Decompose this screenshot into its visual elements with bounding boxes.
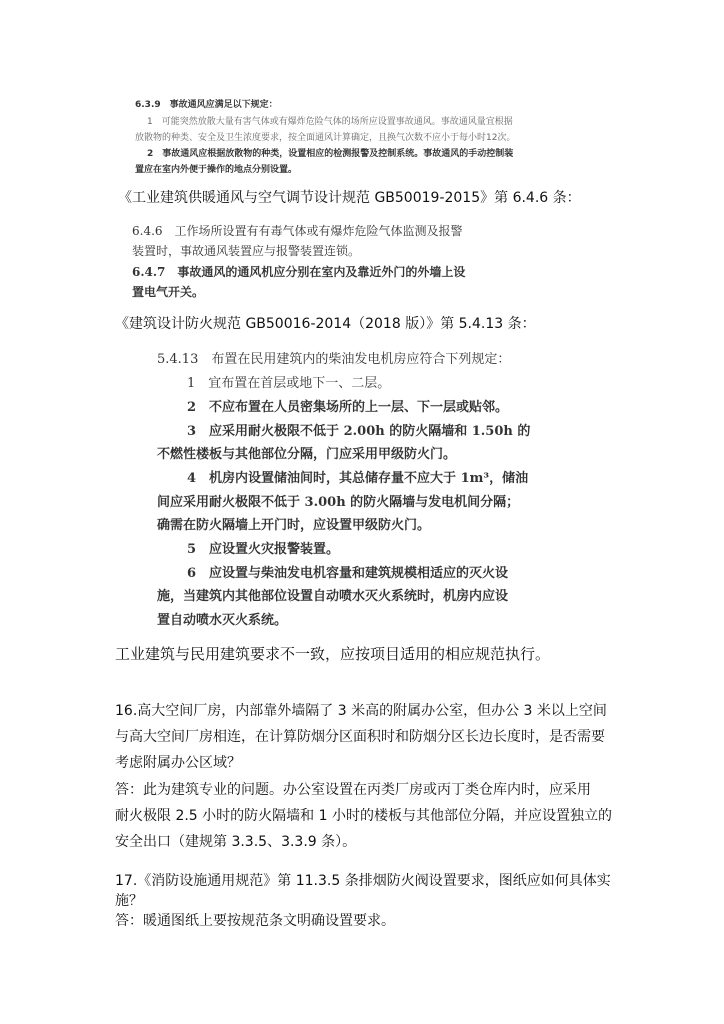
q16-question-line: 考虑附属办公区域？ [115,755,241,771]
q17-question-line: 17.《消防设施通用规范》第 11.3.5 条排烟防火阀设置要求，图纸应如何具体实 [115,873,611,889]
q16-answer-line: 答：此为建筑专业的问题。办公室设置在丙类厂房或丙丁类仓库内时，应采用 [115,782,591,798]
q16-answer-line: 安全出口（建规第 3.3.5、3.3.9 条）。 [115,834,357,850]
excerpt-5-4-13-line: 不燃性楼板与其他部位分隔，门应采用甲级防火门。 [157,447,457,462]
excerpt-6-3-9-line: 2 事故通风应根据放散物的种类，设置相应的检测报警及控制系统。事故通风的手动控制装 [147,149,514,159]
q16-question-line: 16.高大空间厂房，内部靠外墙隔了 3 米高的附属办公室，但办公 3 米以上空间 [115,703,607,719]
excerpt-6-4-6-line: 装置时，事故通风装置应与报警装置连锁。 [132,244,361,258]
excerpt-5-4-13-line: 1 宜布置在首层或地下一、二层。 [187,376,391,391]
q17-question-line: 施？ [115,893,143,909]
q17-answer-line: 答：暖通图纸上要按规范条文明确设置要求。 [115,913,395,929]
excerpt-5-4-13-line: 置自动喷水灭火系统。 [157,613,288,628]
excerpt-6-3-9-line: 放散物的种类、安全及卫生浓度要求，按全面通风计算确定，且换气次数不应小于每小时12次。 [135,133,516,143]
excerpt-5-4-13-line: 6 应设置与柴油发电机容量和建筑规模相适应的灭火设 [187,566,509,581]
excerpt-6-3-9-title: 6.3.9 事故通风应满足以下规定： [135,100,278,110]
excerpt-5-4-13-line: 确需在防火隔墙上开门时，应设置甲级防火门。 [157,518,431,533]
excerpt-5-4-13-line: 2 不应布置在人员密集场所的上一层、下一层或贴邻。 [187,400,509,415]
q16-answer-line: 耐火极限 2.5 小时的防火隔墙和 1 小时的楼板与其他部位分隔，并应设置独立的 [115,808,612,824]
excerpt-6-3-9-line: 置应在室内外便于操作的地点分别设置。 [135,165,298,175]
excerpt-6-3-9-line: 1 可能突然放散大量有害气体或有爆炸危险气体的场所应设置事故通风。事故通风量宜根据 [147,117,513,127]
heading-gb50019: 《工业建筑供暖通风与空气调节设计规范 GB50019-2015》第 6.4.6 条： [118,190,581,206]
excerpt-5-4-13-line: 4 机房内设置储油间时，其总储存量不应大于 1m³，储油 [187,471,529,486]
excerpt-5-4-13-line: 3 应采用耐火极限不低于 2.00h 的防火隔墙和 1.50h 的 [187,424,531,439]
excerpt-5-4-13-title: 5.4.13 布置在民用建筑内的柴油发电机房应符合下列规定： [157,352,511,367]
excerpt-6-4-7-line: 置电气开关。 [132,285,205,299]
excerpt-5-4-13-line: 5 应设置火灾报警装置。 [187,542,340,557]
note-paragraph: 工业建筑与民用建筑要求不一致，应按项目适用的相应规范执行。 [115,645,551,663]
excerpt-5-4-13-line: 施，当建筑内其他部位设置自动喷水灭火系统时，机房内应设 [157,589,509,604]
q16-question-line: 与高大空间厂房相连，在计算防烟分区面积时和防烟分区长边长度时，是否需要 [115,729,605,745]
heading-gb50016: 《建筑设计防火规范 GB50016-2014（2018 版）》第 5.4.13 条： [115,316,536,332]
excerpt-6-4-6-line: 6.4.6 工作场所设置有有毒气体或有爆炸危险气体监测及报警 [132,224,463,238]
excerpt-6-4-7-line: 6.4.7 事故通风的通风机应分别在室内及靠近外门的外墙上设 [132,265,466,279]
excerpt-5-4-13-line: 间应采用耐火极限不低于 3.00h 的防火隔墙与发电机间分隔； [157,495,520,510]
